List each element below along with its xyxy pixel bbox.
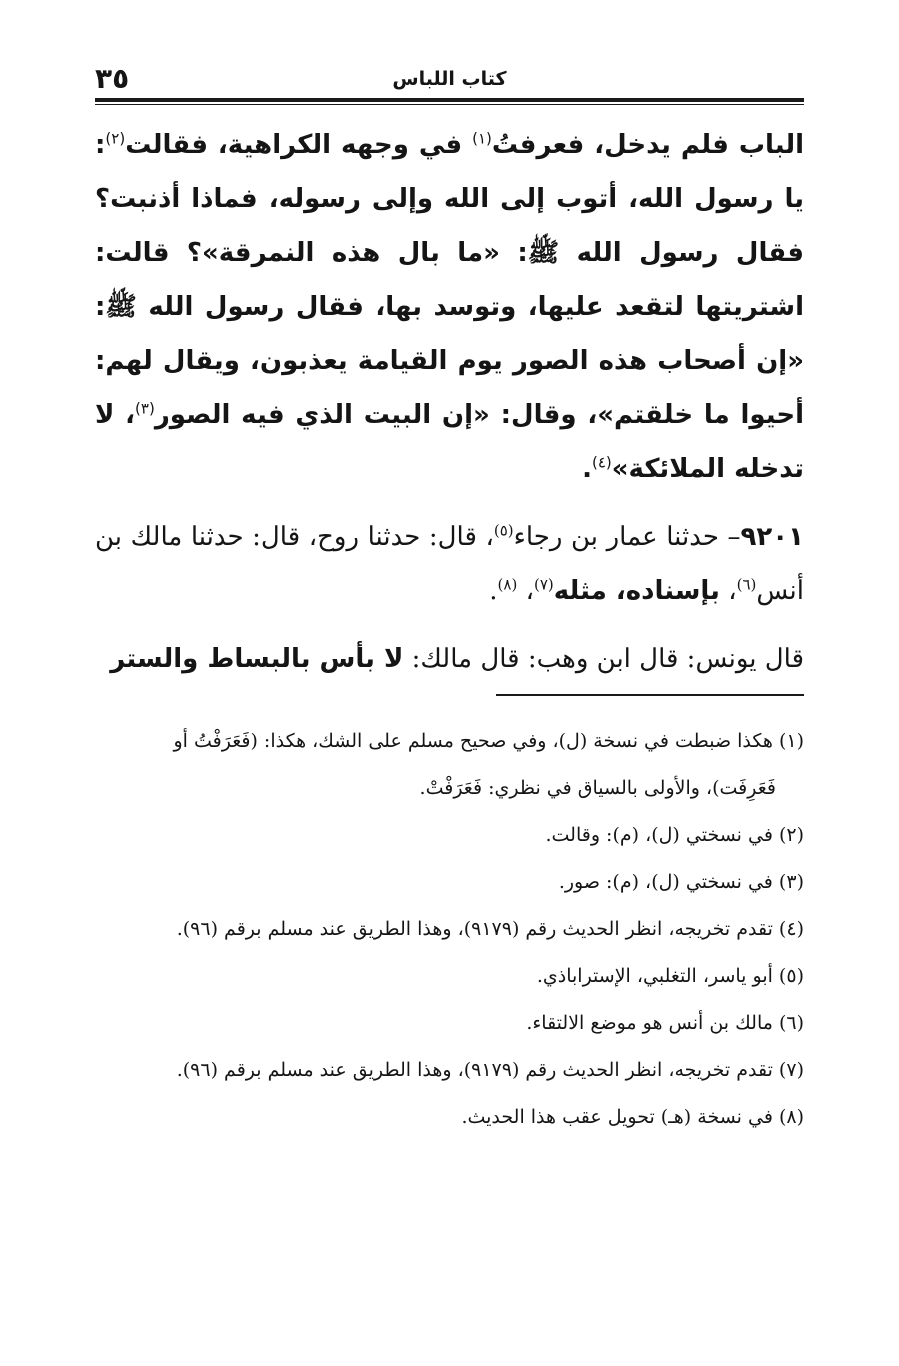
text-run: الباب فلم يدخل، فعرفتُ	[491, 130, 804, 160]
footnotes	[95, 718, 804, 1141]
footnote-7	[95, 1047, 804, 1094]
footnote-ref: (٣)	[135, 399, 155, 418]
footnote-5	[95, 953, 804, 1000]
footnote-ref: (٧)	[533, 575, 554, 594]
main-text	[95, 118, 804, 686]
footnote-2	[95, 812, 804, 859]
header-rule-thick	[95, 98, 804, 102]
text-run: ،	[517, 576, 534, 606]
footnote-separator	[496, 694, 804, 696]
footnote-text: (١) هكذا ضبطت في نسخة (ل)، وفي صحيح مسلم على الشك، هكذا: (فَعَرَفْتُ أو	[173, 730, 804, 752]
footnote-text: (٨) في نسخة (هـ) تحويل عقب هذا الحديث.	[461, 1106, 804, 1128]
footnote-1	[95, 718, 804, 812]
running-title: كتاب اللباس	[392, 68, 507, 90]
text-run: : يا رسول الله، أتوب إلى الله وإلى رسوله، فماذا أذنبت؟ فقال رسول الله ﷺ: «ما بال هذه النمرقة»؟ قالت: اشتريتها لتقعد عليها، وتوسد بها، فقال رسول الله ﷺ: «إن أصحاب هذه الصور يوم القيامة يعذبون، ويقال لهم: أحيوا ما خلقتم»، وقال: «إن البيت الذي فيه الصور	[95, 130, 804, 430]
text-run: في وجهه الكراهية، فقالت	[125, 130, 473, 160]
page-number: ٣٥	[95, 62, 130, 95]
footnote-4	[95, 906, 804, 953]
hadith-chain-paragraph	[95, 510, 804, 618]
footnote-text: (٢) في نسختي (ل)، (م): وقالت.	[545, 824, 804, 846]
footnote-ref: (٦)	[736, 575, 757, 594]
footnote-text: (٧) تقدم تخريجه، انظر الحديث رقم (٩١٧٩)، وهذا الطريق عند مسلم برقم (٩٦).	[176, 1059, 804, 1081]
text-run: قال يونس: قال ابن وهب: قال مالك:	[403, 644, 804, 674]
text-run: – حدثنا عمار بن رجاء	[513, 522, 741, 552]
footnote-text: (٥) أبو ياسر، التغلبي، الإستراباذي.	[536, 965, 804, 987]
footnote-6	[95, 1000, 804, 1047]
footnote-text-continued: فَعَرِفَت)، والأولى بالسياق في نظري: فَعَرَفْتْ.	[419, 777, 776, 799]
footnote-ref: (٥)	[493, 521, 514, 540]
footnote-ref: (٤)	[591, 453, 612, 472]
text-run: .	[489, 576, 498, 606]
text-run: ، قال: حدثنا روح، قال: حدثنا مالك بن أنس	[95, 522, 804, 606]
text-run: ،	[719, 576, 737, 606]
footnote-ref: (١)	[472, 129, 492, 148]
bold-text-run: بإسناده، مثله	[553, 576, 720, 606]
footnote-3	[95, 859, 804, 906]
commentary-paragraph	[95, 632, 804, 686]
footnote-text: (٦) مالك بن أنس هو موضع الالتقاء.	[526, 1012, 804, 1034]
page-header	[95, 62, 804, 96]
footnote-8	[95, 1094, 804, 1141]
hadith-text-paragraph	[95, 118, 804, 496]
footnote-ref: (٨)	[497, 575, 518, 594]
footnote-text: (٣) في نسختي (ل)، (م): صور.	[558, 871, 804, 893]
footnote-ref: (٢)	[105, 129, 126, 148]
text-run: .	[582, 454, 592, 484]
text-run: ، لا تدخله الملائكة»	[95, 400, 804, 484]
header-rule-thin	[95, 104, 804, 105]
bold-text-run: لا بأس بالبساط والستر	[110, 644, 404, 674]
hadith-number: ٩٢٠١	[740, 522, 804, 552]
footnote-text: (٤) تقدم تخريجه، انظر الحديث رقم (٩١٧٩)، وهذا الطريق عند مسلم برقم (٩٦).	[176, 918, 804, 940]
